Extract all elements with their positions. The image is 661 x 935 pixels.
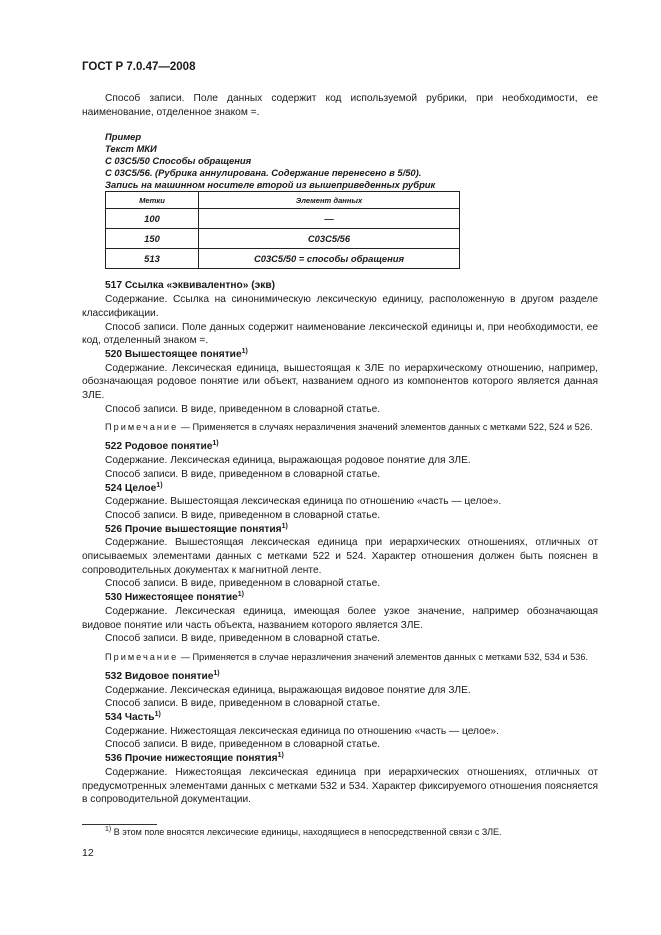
table-cell: 150 — [106, 229, 199, 249]
example-table — [105, 191, 460, 269]
table-cell: — — [199, 209, 460, 229]
example-line: Текст МКИ — [105, 143, 157, 155]
table-cell: 513 — [106, 249, 199, 269]
section-paragraph: Способ записи. В виде, приведенном в словарной статье. — [105, 509, 381, 521]
example-label: Пример — [105, 131, 142, 143]
section-heading-526 — [82, 523, 598, 537]
section-paragraph: Содержание. Лексическая единица, выражающая родовое понятие для ЗЛЕ. — [105, 455, 471, 467]
page-content — [82, 92, 598, 807]
section-heading-530 — [82, 591, 598, 605]
section-paragraph: Способ записи. В виде, приведенном в словарной статье. — [105, 403, 381, 415]
note-text: — Применяется в случае неразличения значений элементов данных с метками 532, 534 и 536. — [178, 651, 589, 662]
footnote-ref: 1) — [213, 669, 220, 677]
section-paragraph: Содержание. Ссылка на синонимическую лексическую единицу, расположенную в другом разделе классификации. — [82, 294, 598, 319]
heading-text: 522 Родовое понятие — [105, 441, 213, 453]
heading-text: 526 Прочие вышестоящие понятия — [105, 523, 282, 535]
table-row — [106, 209, 460, 229]
heading-text: 536 Прочие нижестоящие понятия — [105, 753, 278, 765]
note-label: Примечание — [105, 651, 179, 662]
note-1 — [82, 421, 598, 434]
section-paragraph: Способ записи. В виде, приведенном в словарной статье. — [105, 468, 381, 480]
section-heading-517: 517 Ссылка «эквивалентно» (экв) — [105, 280, 275, 292]
table-cell: 100 — [106, 209, 199, 229]
intro-paragraph: Способ записи. Поле данных содержит код используемой рубрики, при необходимости, ее наименование, отделенное знаком =. — [82, 93, 598, 118]
footnote-ref: 1) — [156, 481, 163, 489]
section-heading-536 — [82, 752, 598, 766]
section-heading-520 — [82, 348, 598, 362]
section-heading-534 — [82, 711, 598, 725]
column-header-labels: Метки — [106, 192, 199, 209]
example-line: С 03С5/50 Способы обращения — [105, 155, 252, 166]
section-heading-524 — [82, 482, 598, 496]
section-paragraph: Содержание. Лексическая единица, вышестоящая к ЗЛЕ по иерархическому отношению, например, обозначающая родовое понятие или объект, названием одного из компонентов которого является данная ЗЛЕ. — [82, 362, 598, 402]
footnote-divider — [82, 824, 157, 825]
note-label: Примечание — [105, 422, 179, 433]
section-paragraph: Содержание. Нижестоящая лексическая единица при иерархических отношениях, отличных от предусмотренных элементами данных с метками 532 и 534. Характер фиксируемого отношения поясняется в сопроводительной документации. — [82, 766, 598, 806]
footnote-ref: 1) — [154, 711, 161, 719]
section-paragraph: Содержание. Вышестоящая лексическая единица по отношению «часть — целое». — [105, 496, 502, 508]
section-paragraph: Содержание. Лексическая единица, имеющая более узкое значение, например обозначающая видовое понятие или часть объекта, названием которого является ЗЛЕ. — [82, 605, 598, 631]
section-paragraph: Способ записи. В виде, приведенном в словарной статье. — [105, 698, 381, 710]
section-paragraph: Способ записи. В виде, приведенном в словарной статье. — [105, 739, 381, 751]
table-header-row — [106, 192, 460, 209]
section-paragraph: Содержание. Нижестоящая лексическая единица по отношению «часть — целое». — [105, 725, 499, 737]
heading-text: 524 Целое — [105, 482, 157, 494]
heading-text: 530 Нижестоящее понятие — [105, 592, 238, 604]
heading-text: 520 Вышестоящее понятие — [105, 348, 242, 360]
footnote-ref: 1) — [241, 347, 248, 355]
footnote-ref: 1) — [212, 440, 219, 448]
section-paragraph: Содержание. Вышестоящая лексическая единица при иерархических отношениях, отличных от описываемых элементами данных с метками 522 и 524. Характер отношения должен быть пояснен в сопроводительных документах к магнитной ленте. — [82, 537, 598, 576]
footnote-text: В этом поле вносятся лексические единицы, находящиеся в непосредственной связи с ЗЛЕ. — [111, 827, 502, 837]
section-heading-532 — [82, 670, 598, 684]
note-2 — [82, 651, 598, 664]
section-heading-522 — [82, 440, 598, 454]
section-paragraph: Способ записи. Поле данных содержит наименование лексической единицы и, при необходимости, ее код, отделенный знаком =. — [82, 321, 598, 347]
table-cell: С03С5/50 = способы обращения — [199, 249, 460, 269]
table-row — [106, 229, 460, 249]
document-header: ГОСТ Р 7.0.47—2008 — [82, 61, 196, 73]
page-number: 12 — [82, 847, 94, 859]
table-cell: С03С5/56 — [199, 229, 460, 249]
example-line: Запись на машинном носителе второй из вышеприведенных рубрик — [105, 178, 436, 190]
section-paragraph: Способ записи. В виде, приведенном в словарной статье. — [105, 633, 381, 645]
table-row — [106, 249, 460, 269]
footnote-mark: 1) — [105, 826, 112, 833]
section-paragraph: Содержание. Лексическая единица, выражающая видовое понятие для ЗЛЕ. — [105, 684, 471, 696]
heading-text: 534 Часть — [105, 712, 155, 724]
footnote-ref: 1) — [237, 591, 245, 599]
footnote-ref: 1) — [281, 522, 288, 530]
footnote-ref: 1) — [277, 752, 284, 760]
note-text: — Применяется в случаях неразличения значений элементов данных с метками 522, 524 и 526. — [178, 422, 593, 433]
heading-text: 532 Видовое понятие — [105, 670, 214, 682]
example-line: С 03С5/56. (Рубрика аннулирована. Содержание перенесено в 5/50). — [105, 166, 422, 178]
footnote — [105, 827, 502, 837]
section-paragraph: Способ записи. В виде, приведенном в словарной статье. — [105, 578, 381, 590]
column-header-data-element: Элемент данных — [199, 192, 460, 209]
